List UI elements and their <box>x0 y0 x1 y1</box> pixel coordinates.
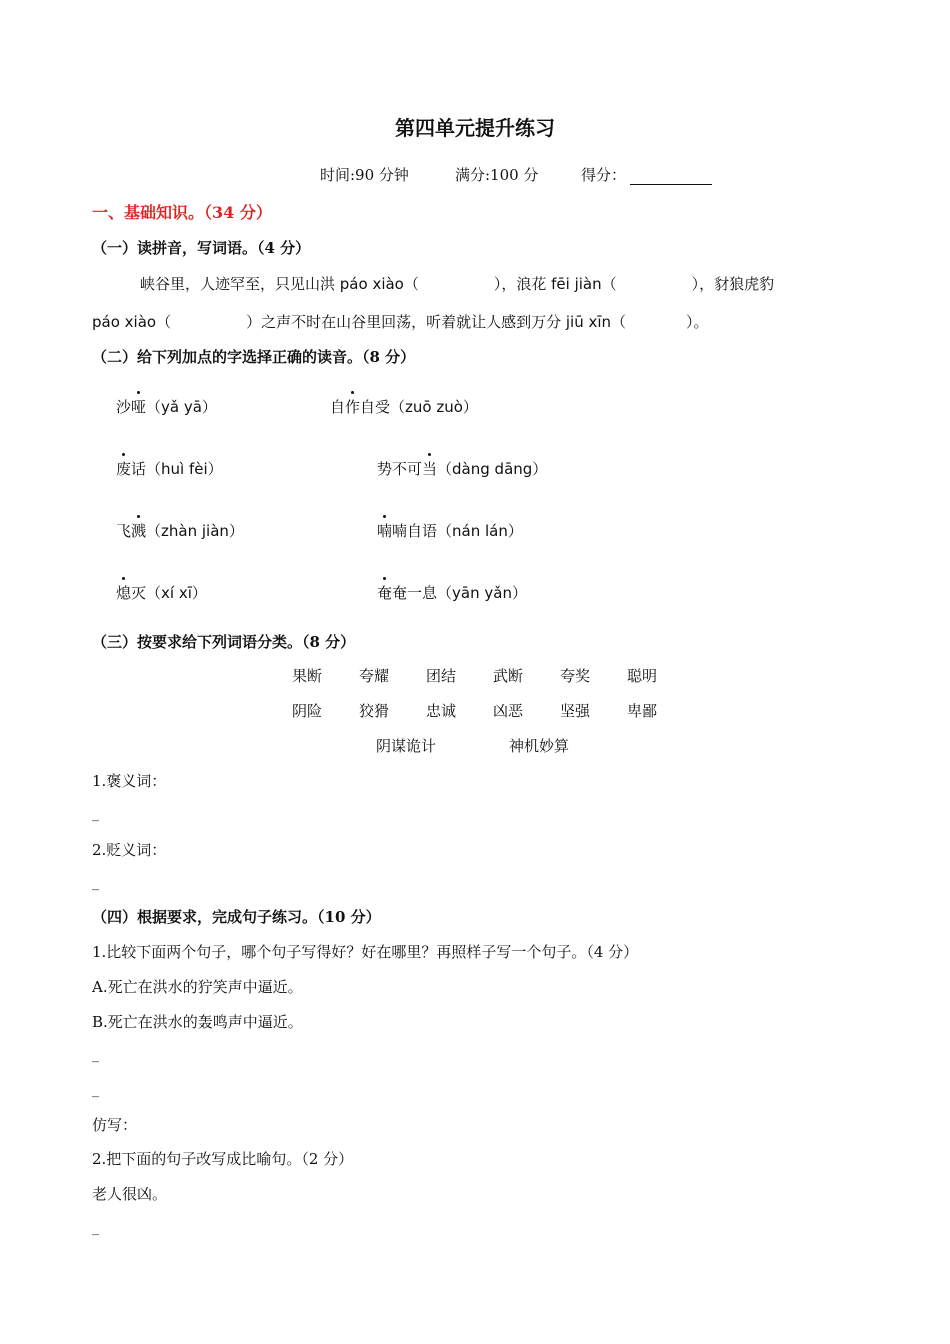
part-4-heading: （四）根据要求，完成句子练习。（10 分） <box>92 908 381 926</box>
part-1-line-2: páo xiào（ ）之声不时在山谷里回荡，听着就让人感到万分 jiū xīn（ ）。 <box>92 313 709 331</box>
word: 神机妙算 <box>509 737 570 755</box>
answer-line[interactable]: _ <box>92 1082 99 1098</box>
word: 果断 <box>292 667 323 685</box>
answer-line[interactable]: _ <box>92 1220 99 1236</box>
reading-item: 废话（huì fèi） <box>116 460 223 478</box>
word: 聪明 <box>627 667 658 685</box>
word: 阴险 <box>292 702 323 720</box>
reading-item: 自作自受（zuō zuò） <box>330 398 478 416</box>
reading-item: 沙哑（yǎ yā） <box>116 398 217 416</box>
time-limit: 时间:90 分钟 <box>320 166 409 184</box>
part-1-line-1: 峡谷里，人迹罕至，只见山洪 páo xiào（ ），浪花 fēi jiàn（ ），豺狼虎豹 <box>140 275 775 293</box>
question-1: 1.比较下面两个句子，哪个句子写得好？好在哪里？再照样子写一个句子。（4 分） <box>92 943 639 961</box>
part-2-heading: （二）给下列加点的字选择正确的读音。（8 分） <box>92 348 416 366</box>
word: 卑鄙 <box>627 702 658 720</box>
word: 狡猾 <box>359 702 390 720</box>
word: 团结 <box>426 667 457 685</box>
page-title: 第四单元提升练习 <box>395 116 555 140</box>
reading-item: 喃喃自语（nán lán） <box>377 522 523 540</box>
sentence-a: A.死亡在洪水的狞笑声中逼近。 <box>92 978 303 996</box>
question-negative-words: 2.贬义词： <box>92 841 167 859</box>
answer-line[interactable]: _ <box>92 806 99 822</box>
score-blank[interactable] <box>630 168 712 185</box>
section-1-heading: 一、基础知识。（34 分） <box>92 203 272 222</box>
reading-item: 飞溅（zhàn jiàn） <box>116 522 244 540</box>
sentence-old-man: 老人很凶。 <box>92 1185 168 1203</box>
sentence-b: B.死亡在洪水的轰鸣声中逼近。 <box>92 1013 303 1031</box>
word: 阴谋诡计 <box>376 737 437 755</box>
imitation-label: 仿写： <box>92 1116 138 1134</box>
full-score: 满分:100 分 <box>455 166 539 184</box>
word: 凶恶 <box>493 702 524 720</box>
answer-line[interactable]: _ <box>92 1047 99 1063</box>
word: 坚强 <box>560 702 591 720</box>
score-label: 得分： <box>581 164 712 185</box>
question-positive-words: 1.褒义词： <box>92 772 167 790</box>
word: 忠诚 <box>426 702 457 720</box>
answer-line[interactable]: _ <box>92 875 99 891</box>
reading-item: 势不可当（dàng dāng） <box>377 460 548 478</box>
reading-item: 奄奄一息（yān yǎn） <box>377 584 527 602</box>
word: 夸耀 <box>359 667 390 685</box>
word: 夸奖 <box>560 667 591 685</box>
word: 武断 <box>493 667 524 685</box>
reading-item: 熄灭（xí xī） <box>116 584 207 602</box>
question-2: 2.把下面的句子改写成比喻句。（2 分） <box>92 1150 354 1168</box>
part-3-heading: （三）按要求给下列词语分类。（8 分） <box>92 633 356 651</box>
part-1-heading: （一）读拼音，写词语。（4 分） <box>92 239 311 257</box>
